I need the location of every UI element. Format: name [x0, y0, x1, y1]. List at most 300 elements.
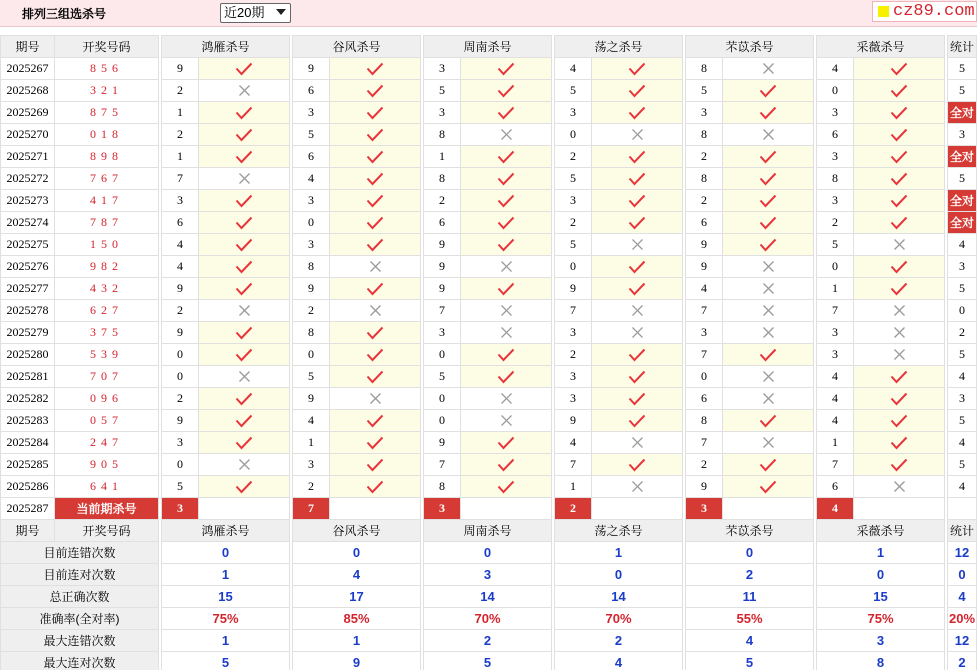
check-icon	[592, 58, 683, 80]
check-icon	[723, 410, 814, 432]
check-icon	[330, 410, 421, 432]
kill-number-cell: 3	[817, 190, 854, 212]
kill-number-cell: 4	[555, 58, 592, 80]
stat-row	[1, 630, 977, 652]
kill-number-cell: 3	[817, 102, 854, 124]
expert-header: 谷风杀号	[293, 520, 421, 542]
kill-number-cell: 7	[162, 168, 199, 190]
kill-number-cell: 7	[555, 454, 592, 476]
check-icon	[330, 432, 421, 454]
stat-value: 70%	[555, 608, 683, 630]
issue-cell: 2025285	[1, 454, 55, 476]
table-row	[1, 454, 977, 476]
check-icon	[461, 432, 552, 454]
table-row	[1, 234, 977, 256]
issue-cell: 2025276	[1, 256, 55, 278]
cross-icon	[854, 322, 945, 344]
issue-cell: 2025267	[1, 58, 55, 80]
kill-number-cell: 9	[162, 58, 199, 80]
cross-icon	[723, 322, 814, 344]
check-icon	[592, 146, 683, 168]
kill-number-cell: 9	[162, 410, 199, 432]
stat-value: 1	[817, 542, 945, 564]
check-icon	[199, 146, 290, 168]
kill-number-cell: 3	[817, 146, 854, 168]
draw-number-cell: 375	[55, 322, 159, 344]
kill-number-cell: 4	[817, 58, 854, 80]
table-row	[1, 476, 977, 498]
issue-cell: 2025286	[1, 476, 55, 498]
kill-number-cell: 5	[817, 234, 854, 256]
stat-label: 最大连错次数	[1, 630, 159, 652]
draw-number-cell: 432	[55, 278, 159, 300]
stat-value: 4	[555, 652, 683, 670]
check-icon	[330, 212, 421, 234]
stat-row	[1, 542, 977, 564]
table-row	[1, 256, 977, 278]
draw-number-cell: 627	[55, 300, 159, 322]
kill-number-cell: 5	[555, 168, 592, 190]
cross-icon	[854, 300, 945, 322]
issue-cell: 2025274	[1, 212, 55, 234]
kill-number-cell: 4	[293, 168, 330, 190]
current-kill-number: 7	[293, 498, 330, 520]
kill-number-cell: 7	[424, 300, 461, 322]
kill-number-cell: 3	[424, 58, 461, 80]
kill-number-cell: 8	[686, 410, 723, 432]
kill-number-cell: 1	[555, 476, 592, 498]
kill-number-table	[0, 35, 977, 670]
kill-number-cell: 9	[424, 256, 461, 278]
stat-value: 0	[424, 542, 552, 564]
issue-cell: 2025277	[1, 278, 55, 300]
stat-row	[1, 652, 977, 670]
cross-icon	[592, 476, 683, 498]
current-kill-number: 3	[686, 498, 723, 520]
kill-number-cell: 5	[424, 80, 461, 102]
draw-number-cell: 096	[55, 388, 159, 410]
kill-number-cell: 2	[686, 146, 723, 168]
check-icon	[199, 102, 290, 124]
current-issue-cell: 2025287	[1, 498, 55, 520]
check-icon	[330, 366, 421, 388]
check-icon	[723, 476, 814, 498]
stat-value: 75%	[162, 608, 290, 630]
draw-header: 开奖号码	[55, 520, 159, 542]
stat-row	[1, 608, 977, 630]
draw-number-cell: 321	[55, 80, 159, 102]
stat-value: 14	[424, 586, 552, 608]
stat-label: 总正确次数	[1, 586, 159, 608]
kill-number-cell: 6	[424, 212, 461, 234]
stat-value: 3	[817, 630, 945, 652]
stat-value: 17	[293, 586, 421, 608]
draw-number-cell: 875	[55, 102, 159, 124]
kill-number-cell: 3	[817, 322, 854, 344]
check-icon	[723, 146, 814, 168]
total-cell: 4	[948, 234, 977, 256]
kill-number-cell: 5	[162, 476, 199, 498]
kill-number-cell: 6	[817, 476, 854, 498]
stat-value: 5	[424, 652, 552, 670]
issue-cell: 2025272	[1, 168, 55, 190]
check-icon	[854, 146, 945, 168]
issue-cell: 2025278	[1, 300, 55, 322]
check-icon	[199, 344, 290, 366]
check-icon	[854, 80, 945, 102]
check-icon	[854, 58, 945, 80]
issue-cell: 2025284	[1, 432, 55, 454]
bottom-header-row	[1, 520, 977, 542]
issue-cell: 2025282	[1, 388, 55, 410]
check-icon	[854, 256, 945, 278]
stat-value: 55%	[686, 608, 814, 630]
check-icon	[723, 344, 814, 366]
stat-value: 70%	[424, 608, 552, 630]
kill-number-cell: 8	[424, 476, 461, 498]
expert-header: 芣苡杀号	[686, 520, 814, 542]
table-row	[1, 80, 977, 102]
check-icon	[854, 432, 945, 454]
stat-value: 2	[555, 630, 683, 652]
total-cell: 5	[948, 410, 977, 432]
total-header: 统计	[948, 520, 977, 542]
check-icon	[330, 476, 421, 498]
stat-total: 0	[948, 564, 977, 586]
check-icon	[330, 234, 421, 256]
stat-value: 15	[817, 586, 945, 608]
kill-number-cell: 1	[162, 146, 199, 168]
table-row	[1, 344, 977, 366]
kill-number-cell: 3	[293, 454, 330, 476]
check-icon	[199, 388, 290, 410]
cross-icon	[723, 278, 814, 300]
logo-square-icon	[878, 6, 889, 17]
kill-number-cell: 5	[424, 366, 461, 388]
check-icon	[461, 344, 552, 366]
empty-cell	[199, 498, 290, 520]
table-row	[1, 124, 977, 146]
stat-value: 4	[686, 630, 814, 652]
check-icon	[592, 278, 683, 300]
stat-total: 4	[948, 586, 977, 608]
check-icon	[461, 58, 552, 80]
check-icon	[461, 278, 552, 300]
check-icon	[854, 124, 945, 146]
kill-number-cell: 3	[293, 102, 330, 124]
kill-number-cell: 7	[817, 454, 854, 476]
kill-number-cell: 2	[686, 190, 723, 212]
check-icon	[330, 102, 421, 124]
table-row	[1, 388, 977, 410]
kill-number-cell: 7	[424, 454, 461, 476]
stat-total: 12	[948, 542, 977, 564]
cross-icon	[723, 432, 814, 454]
kill-number-cell: 2	[162, 300, 199, 322]
table-row	[1, 212, 977, 234]
issue-header: 期号	[1, 36, 55, 58]
top-header-row	[1, 36, 977, 58]
kill-number-cell: 9	[293, 388, 330, 410]
expert-header: 鸿雁杀号	[162, 520, 290, 542]
cross-icon	[461, 322, 552, 344]
check-icon	[199, 322, 290, 344]
issue-cell: 2025271	[1, 146, 55, 168]
check-icon	[592, 80, 683, 102]
kill-number-cell: 3	[424, 102, 461, 124]
check-icon	[199, 256, 290, 278]
kill-number-cell: 1	[817, 278, 854, 300]
check-icon	[461, 234, 552, 256]
kill-number-cell: 4	[817, 388, 854, 410]
page-title: 排列三组选杀号	[22, 7, 107, 21]
expert-header: 荡之杀号	[555, 520, 683, 542]
total-cell: 2	[948, 322, 977, 344]
stat-value: 1	[293, 630, 421, 652]
kill-number-cell: 2	[424, 190, 461, 212]
kill-number-cell: 6	[817, 124, 854, 146]
stat-label: 最大连对次数	[1, 652, 159, 670]
kill-number-cell: 1	[424, 146, 461, 168]
total-cell: 3	[948, 388, 977, 410]
check-icon	[854, 410, 945, 432]
check-icon	[330, 146, 421, 168]
issue-cell: 2025273	[1, 190, 55, 212]
kill-number-cell: 7	[555, 300, 592, 322]
cross-icon	[723, 366, 814, 388]
kill-number-cell: 6	[293, 80, 330, 102]
stat-label: 目前连错次数	[1, 542, 159, 564]
stat-value: 1	[162, 630, 290, 652]
check-icon	[330, 190, 421, 212]
current-issue-row	[1, 498, 977, 520]
check-icon	[199, 234, 290, 256]
kill-number-cell: 2	[686, 454, 723, 476]
table-row	[1, 102, 977, 124]
kill-number-cell: 8	[293, 256, 330, 278]
draw-number-cell: 057	[55, 410, 159, 432]
empty-cell	[948, 498, 977, 520]
stat-total: 2	[948, 652, 977, 670]
check-icon	[723, 454, 814, 476]
issue-cell: 2025280	[1, 344, 55, 366]
stat-row	[1, 586, 977, 608]
cross-icon	[723, 300, 814, 322]
kill-number-cell: 5	[555, 80, 592, 102]
kill-number-cell: 3	[293, 234, 330, 256]
expert-header: 谷风杀号	[293, 36, 421, 58]
draw-number-cell: 707	[55, 366, 159, 388]
kill-number-cell: 8	[686, 168, 723, 190]
check-icon	[461, 168, 552, 190]
total-cell: 3	[948, 124, 977, 146]
check-icon	[723, 212, 814, 234]
kill-number-cell: 2	[162, 388, 199, 410]
kill-number-cell: 3	[162, 190, 199, 212]
stat-value: 4	[293, 564, 421, 586]
cross-icon	[199, 366, 290, 388]
kill-number-cell: 1	[162, 102, 199, 124]
check-icon	[592, 454, 683, 476]
kill-number-cell: 2	[555, 212, 592, 234]
check-icon	[330, 344, 421, 366]
check-icon	[461, 190, 552, 212]
expert-header: 荡之杀号	[555, 36, 683, 58]
check-icon	[461, 102, 552, 124]
kill-number-cell: 8	[817, 168, 854, 190]
kill-number-cell: 3	[686, 102, 723, 124]
cross-icon	[723, 388, 814, 410]
check-icon	[592, 344, 683, 366]
kill-number-cell: 4	[817, 366, 854, 388]
check-icon	[592, 190, 683, 212]
check-icon	[199, 212, 290, 234]
check-icon	[461, 366, 552, 388]
check-icon	[461, 146, 552, 168]
cross-icon	[592, 432, 683, 454]
kill-number-cell: 2	[555, 146, 592, 168]
check-icon	[723, 102, 814, 124]
kill-number-cell: 8	[424, 168, 461, 190]
kill-number-cell: 8	[293, 322, 330, 344]
kill-number-cell: 5	[555, 234, 592, 256]
all-correct-badge: 全对	[948, 190, 977, 212]
kill-number-cell: 3	[817, 344, 854, 366]
stat-value: 5	[686, 652, 814, 670]
draw-number-cell: 539	[55, 344, 159, 366]
check-icon	[199, 58, 290, 80]
kill-number-cell: 2	[817, 212, 854, 234]
stat-value: 1	[555, 542, 683, 564]
draw-number-cell: 150	[55, 234, 159, 256]
stat-value: 0	[293, 542, 421, 564]
table-row	[1, 58, 977, 80]
cross-icon	[723, 256, 814, 278]
draw-number-cell: 641	[55, 476, 159, 498]
cross-icon	[199, 454, 290, 476]
kill-number-cell: 7	[686, 432, 723, 454]
stat-value: 0	[686, 542, 814, 564]
kill-number-cell: 3	[555, 322, 592, 344]
kill-number-cell: 4	[555, 432, 592, 454]
expert-header: 周南杀号	[424, 36, 552, 58]
chevron-down-icon	[276, 9, 286, 15]
kill-number-cell: 1	[817, 432, 854, 454]
draw-number-cell: 898	[55, 146, 159, 168]
kill-number-cell: 3	[555, 102, 592, 124]
cross-icon	[854, 234, 945, 256]
kill-number-cell: 9	[686, 234, 723, 256]
total-cell: 4	[948, 366, 977, 388]
total-cell: 5	[948, 58, 977, 80]
check-icon	[854, 366, 945, 388]
expert-header: 周南杀号	[424, 520, 552, 542]
draw-header: 开奖号码	[55, 36, 159, 58]
empty-cell	[854, 498, 945, 520]
check-icon	[199, 190, 290, 212]
cross-icon	[330, 300, 421, 322]
table-row	[1, 300, 977, 322]
check-icon	[199, 476, 290, 498]
table-row	[1, 146, 977, 168]
kill-number-cell: 0	[686, 366, 723, 388]
total-cell: 5	[948, 278, 977, 300]
current-kill-number: 3	[424, 498, 461, 520]
check-icon	[330, 124, 421, 146]
site-logo[interactable]	[872, 1, 977, 22]
check-icon	[199, 124, 290, 146]
kill-number-cell: 4	[162, 256, 199, 278]
stat-value: 3	[424, 564, 552, 586]
kill-number-cell: 2	[293, 476, 330, 498]
check-icon	[723, 234, 814, 256]
total-cell: 4	[948, 476, 977, 498]
kill-number-cell: 0	[817, 256, 854, 278]
kill-number-cell: 3	[555, 388, 592, 410]
kill-number-cell: 8	[686, 124, 723, 146]
cross-icon	[461, 300, 552, 322]
kill-number-cell: 9	[555, 278, 592, 300]
kill-number-cell: 0	[162, 366, 199, 388]
kill-number-cell: 8	[424, 124, 461, 146]
issue-cell: 2025283	[1, 410, 55, 432]
issue-header: 期号	[1, 520, 55, 542]
check-icon	[330, 80, 421, 102]
kill-number-cell: 9	[162, 322, 199, 344]
kill-number-cell: 7	[686, 344, 723, 366]
period-select[interactable]	[220, 3, 291, 23]
check-icon	[592, 410, 683, 432]
kill-number-cell: 9	[293, 278, 330, 300]
check-icon	[723, 190, 814, 212]
stat-label: 目前连对次数	[1, 564, 159, 586]
kill-number-cell: 0	[424, 388, 461, 410]
cross-icon	[199, 168, 290, 190]
check-icon	[854, 102, 945, 124]
kill-number-cell: 0	[817, 80, 854, 102]
kill-number-cell: 0	[162, 454, 199, 476]
total-cell: 4	[948, 432, 977, 454]
kill-number-cell: 0	[424, 410, 461, 432]
check-icon	[461, 454, 552, 476]
stat-row	[1, 564, 977, 586]
period-select-value: 近20期	[224, 5, 265, 20]
table-row	[1, 168, 977, 190]
cross-icon	[461, 256, 552, 278]
stat-value: 15	[162, 586, 290, 608]
stat-value: 2	[424, 630, 552, 652]
cross-icon	[854, 476, 945, 498]
total-cell: 5	[948, 80, 977, 102]
stat-value: 5	[162, 652, 290, 670]
expert-header: 芣苡杀号	[686, 36, 814, 58]
kill-number-cell: 8	[686, 58, 723, 80]
draw-number-cell: 018	[55, 124, 159, 146]
check-icon	[330, 454, 421, 476]
stat-value: 1	[162, 564, 290, 586]
cross-icon	[199, 300, 290, 322]
kill-number-cell: 9	[424, 234, 461, 256]
check-icon	[854, 454, 945, 476]
kill-number-cell: 5	[293, 366, 330, 388]
check-icon	[592, 102, 683, 124]
draw-number-cell: 856	[55, 58, 159, 80]
kill-number-cell: 9	[293, 58, 330, 80]
current-kill-number: 2	[555, 498, 592, 520]
check-icon	[330, 168, 421, 190]
table-row	[1, 432, 977, 454]
total-cell: 5	[948, 454, 977, 476]
